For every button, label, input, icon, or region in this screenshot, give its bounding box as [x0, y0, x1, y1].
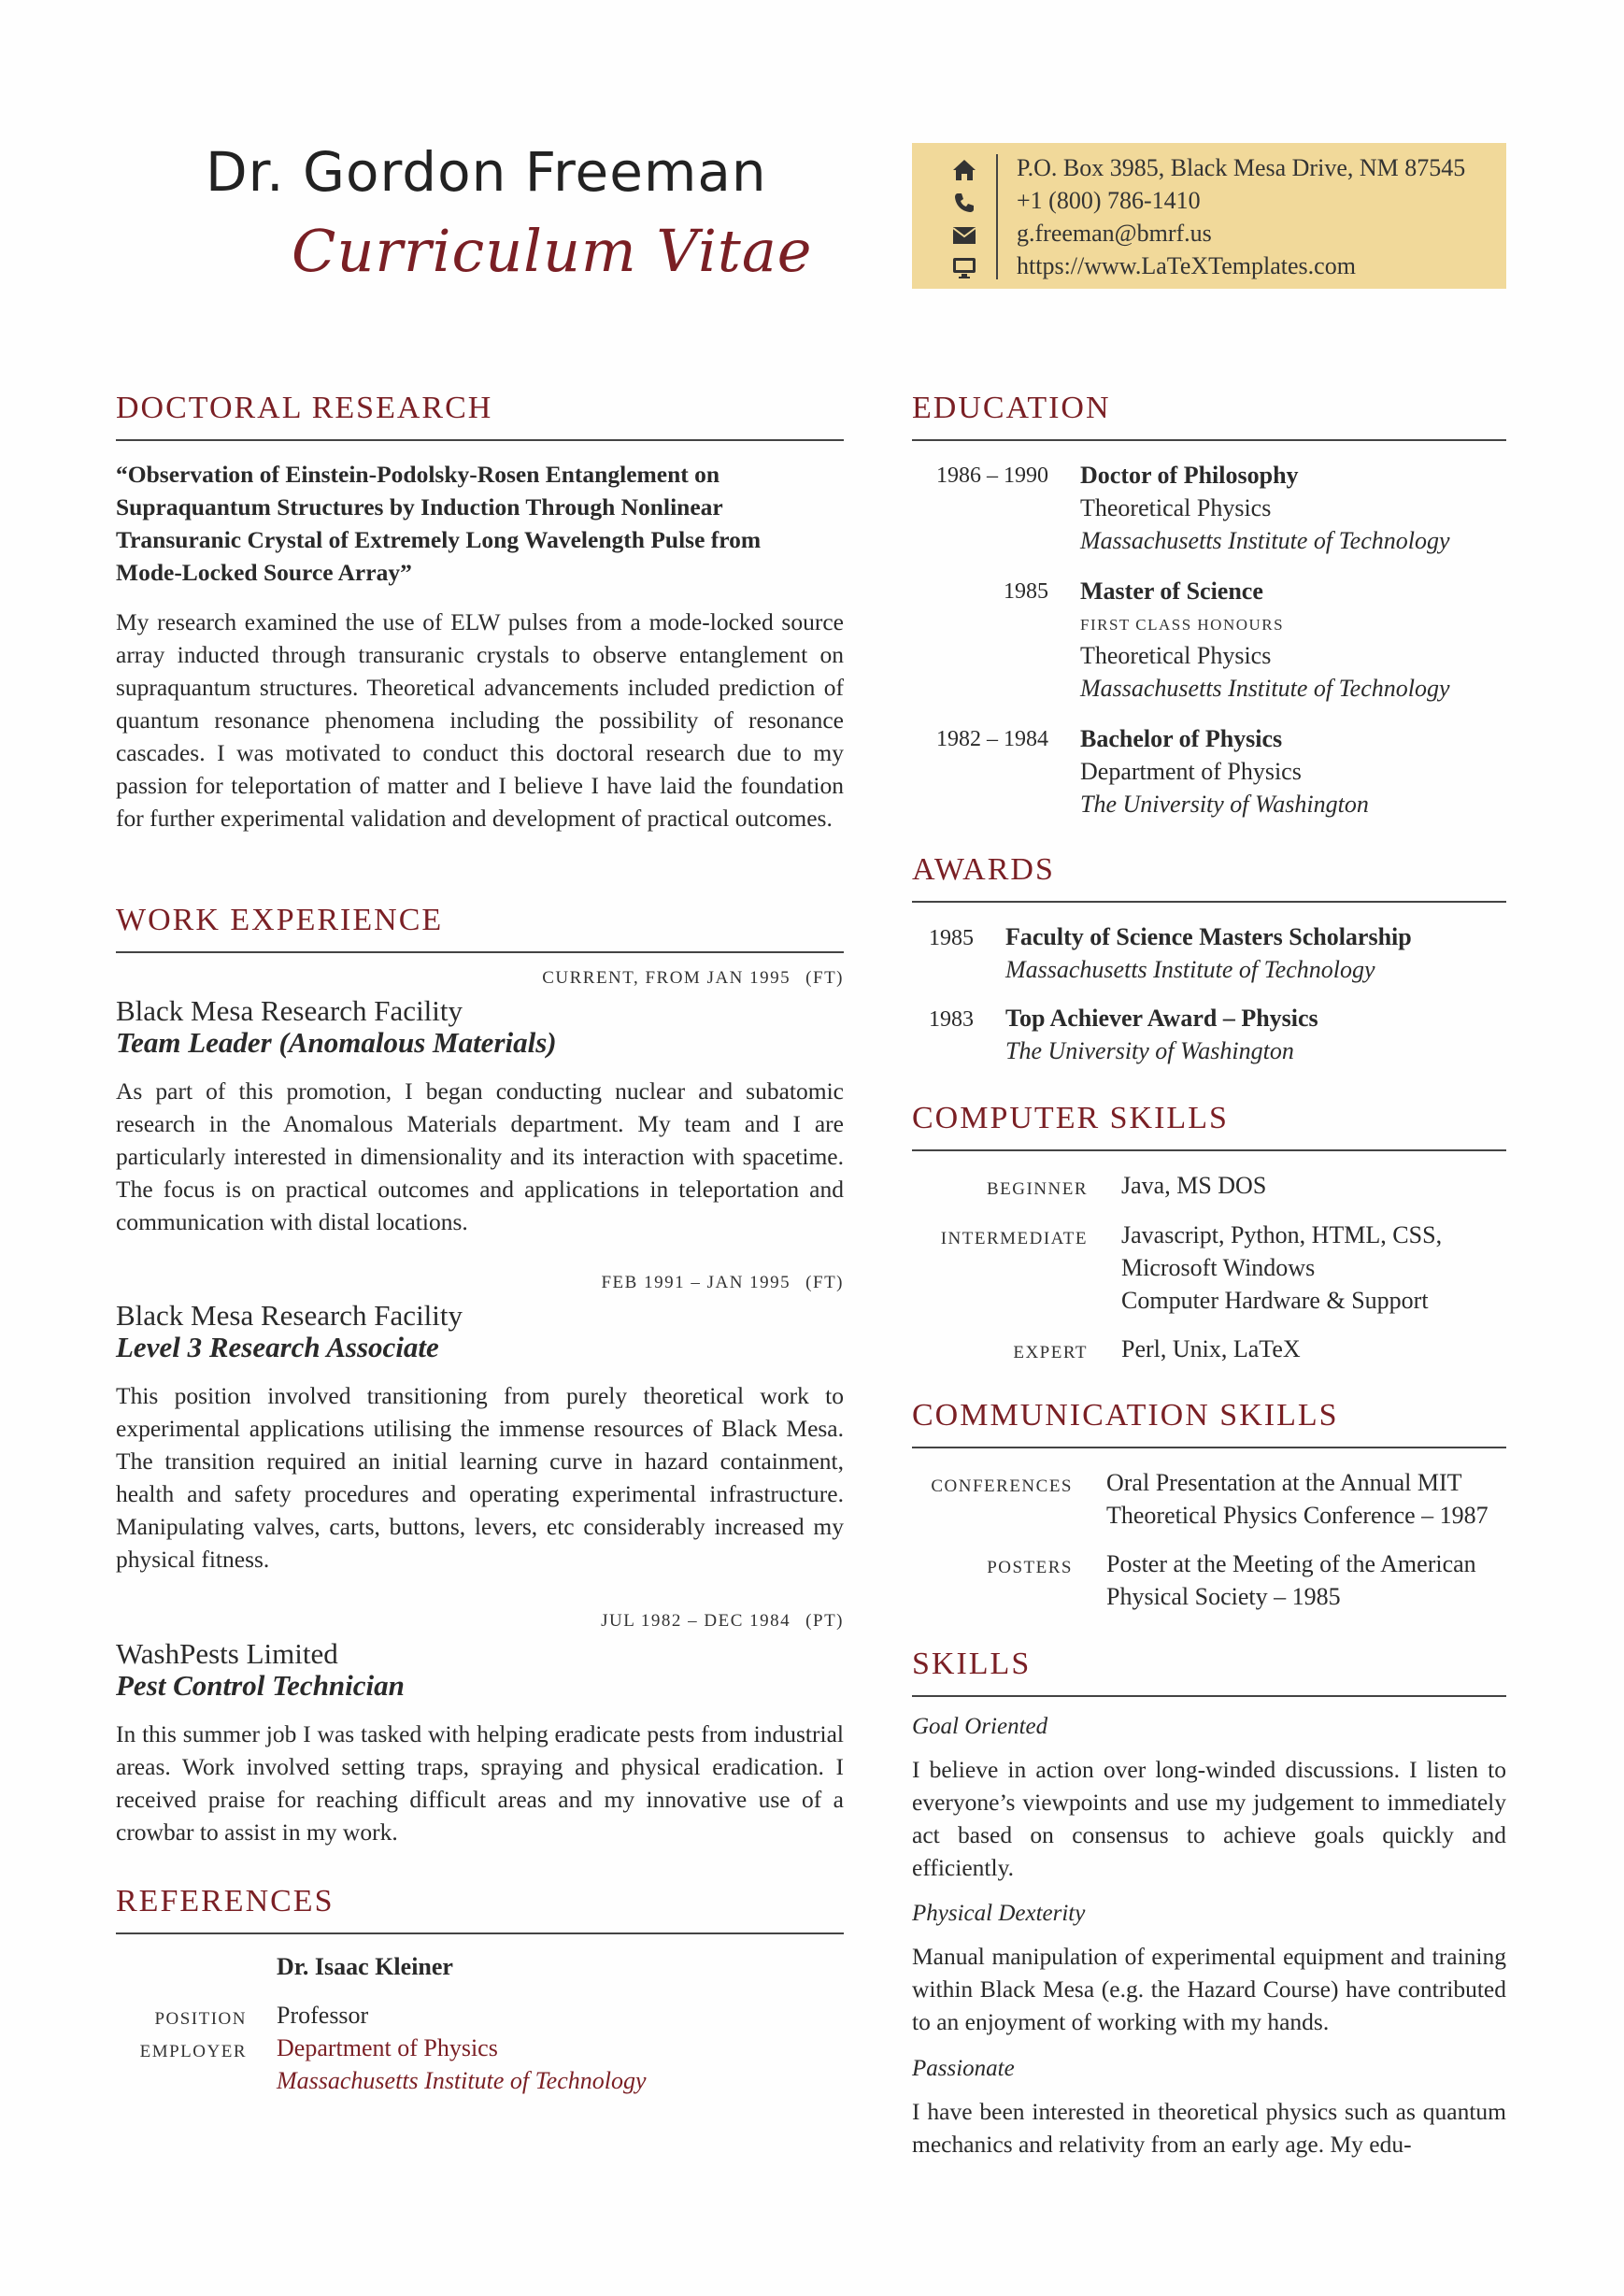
award-title: Top Achiever Award – Physics [1005, 1005, 1318, 1032]
job-body: This position involved transitioning from purely theoretical work to experimental applications utilising the immense resources of Black Mesa. The transition required an initial learning curve in hazard containment, health and safety procedures and operating experimental infrastructure. Manipulating valves, carts, buttons, levers, etc considerably increased my physical fitness. [116, 1382, 844, 1573]
education-school: The University of Washington [1080, 791, 1369, 818]
education-school: Massachusetts Institute of Technology [1080, 527, 1450, 554]
skill-title: Physical Dexterity [912, 1901, 1086, 1926]
reference-employer-dept: Department of Physics [277, 2034, 498, 2061]
section-rule [912, 901, 1506, 903]
section-rule [116, 1932, 844, 1934]
award-org: The University of Washington [1005, 1037, 1294, 1064]
communication-label: POSTERS [987, 1558, 1073, 1577]
phone-icon [951, 190, 977, 216]
reference-name: Dr. Isaac Kleiner [277, 1953, 453, 1980]
communication-item: Physical Society – 1985 [1106, 1583, 1341, 1610]
section-heading-awards: AWARDS [912, 852, 1055, 887]
reference-employer-label: EMPLOYER [139, 2042, 247, 2061]
section-heading-work: WORK EXPERIENCE [116, 903, 444, 937]
section-heading-doctoral: DOCTORAL RESEARCH [116, 391, 493, 425]
job-role: Level 3 Research Associate [116, 1331, 439, 1363]
doctoral-title: “Observation of Einstein-Podolsky-Rosen Entanglement on Supraquantum Structures by Induction Through Nonlinear Transuranic Crystal of Extremely Long Wavelength Pulse from Mode-Locked Source Array” [116, 461, 762, 586]
education-field: Department of Physics [1080, 758, 1302, 785]
award-title: Faculty of Science Masters Scholarship [1005, 923, 1412, 950]
job-dates: CURRENT, FROM JAN 1995 (FT) [542, 968, 844, 988]
education-dates: 1982 – 1984 [936, 727, 1048, 751]
education-field: Theoretical Physics [1080, 494, 1272, 521]
skill-level: EXPERT [1013, 1343, 1088, 1362]
job-body: As part of this promotion, I began conducting nuclear and subatomic research in the Anomalous Materials department. My team and I are particularly interested in dimensionality and its interaction with spacetime. The focus is on practical outcomes and applications in teleportation and communication with distal locations. [116, 1077, 844, 1235]
contact-address: P.O. Box 3985, Black Mesa Drive, NM 87545 [912, 152, 1506, 185]
skill-body: I believe in action over long-winded discussions. I listen to everyone’s viewpoints and use my judgement to immediately act based on consensus to achieve goals quickly and efficiently. [912, 1756, 1506, 1881]
section-heading-communication: COMMUNICATION SKILLS [912, 1398, 1339, 1433]
skill-items: Perl, Unix, LaTeX [1121, 1335, 1301, 1362]
section-heading-education: EDUCATION [912, 391, 1111, 425]
contact-email[interactable]: g.freeman@bmrf.us [912, 218, 1506, 250]
section-rule [116, 439, 844, 441]
reference-position-label: POSITION [154, 2009, 247, 2029]
job-dates: JUL 1982 – DEC 1984 (PT) [601, 1611, 844, 1631]
skill-level: INTERMEDIATE [940, 1229, 1088, 1248]
skill-title: Goal Oriented [912, 1714, 1048, 1739]
education-honours: FIRST CLASS HONOURS [1080, 616, 1285, 634]
skill-title: Passionate [912, 2056, 1015, 2081]
skill-items: Computer Hardware & Support [1121, 1287, 1429, 1314]
job-role: Pest Control Technician [116, 1669, 405, 1702]
cv-name: Dr. Gordon Freeman [206, 140, 767, 204]
job-body: In this summer job I was tasked with helping eradicate pests from industrial areas. Work involved setting traps, spraying and physical eradication. I received praise for reaching difficult areas and my innovative use of a crowbar to assist in my work. [116, 1720, 844, 1846]
reference-position: Professor [277, 2002, 369, 2029]
section-heading-skills: SKILLS [912, 1647, 1032, 1681]
skill-items: Microsoft Windows [1121, 1254, 1316, 1281]
skill-items: Javascript, Python, HTML, CSS, [1121, 1221, 1443, 1248]
education-dates: 1985 [1004, 579, 1048, 604]
envelope-icon [951, 222, 977, 249]
communication-item: Oral Presentation at the Annual MIT [1106, 1469, 1462, 1496]
contact-box [912, 143, 1506, 289]
education-school: Massachusetts Institute of Technology [1080, 675, 1450, 702]
skill-level: BEGINNER [986, 1179, 1088, 1199]
job-role: Team Leader (Anomalous Materials) [116, 1026, 557, 1059]
reference-employer-inst: Massachusetts Institute of Technology [277, 2067, 647, 2094]
skill-items: Java, MS DOS [1121, 1172, 1267, 1199]
contact-website[interactable]: https://www.LaTeXTemplates.com [912, 250, 1506, 283]
contact-phone: +1 (800) 786-1410 [912, 185, 1506, 218]
home-icon [951, 157, 977, 183]
communication-item: Poster at the Meeting of the American [1106, 1550, 1476, 1577]
communication-label: CONFERENCES [931, 1476, 1073, 1496]
desktop-icon [951, 255, 977, 281]
cv-subtitle: Curriculum Vitae [292, 217, 813, 285]
section-heading-computer: COMPUTER SKILLS [912, 1101, 1229, 1135]
job-employer: WashPests Limited [116, 1637, 338, 1670]
job-employer: Black Mesa Research Facility [116, 1299, 463, 1332]
job-employer: Black Mesa Research Facility [116, 994, 463, 1027]
section-rule [912, 439, 1506, 441]
job-dates: FEB 1991 – JAN 1995 (FT) [601, 1273, 844, 1292]
skill-body: Manual manipulation of experimental equipment and training within Black Mesa (e.g. the Hazard Course) have contributed to an enjoyment of working with my hands. [912, 1943, 1506, 2035]
section-rule [912, 1695, 1506, 1697]
award-year: 1985 [929, 926, 974, 950]
communication-item: Theoretical Physics Conference – 1987 [1106, 1502, 1489, 1529]
education-degree: Bachelor of Physics [1080, 725, 1283, 752]
education-degree: Master of Science [1080, 578, 1263, 605]
education-dates: 1986 – 1990 [936, 463, 1048, 488]
section-rule [912, 1447, 1506, 1448]
skill-body: I have been interested in theoretical physics such as quantum mechanics and relativity from an early age. My edu- [912, 2098, 1506, 2158]
doctoral-body: My research examined the use of ELW pulses from a mode-locked source array inducted through transuranic crystals to observe entanglement on supraquantum structures. Theoretical advancements included prediction of quantum resonance phenomena including the possibility of resonance cascades. I was motivated to conduct this doctoral research due to my passion for teleportation of matter and I believe I have laid the foundation for further experimental validation and development of practical outcomes. [116, 608, 844, 832]
education-field: Theoretical Physics [1080, 642, 1272, 669]
section-heading-references: REFERENCES [116, 1884, 335, 1918]
section-rule [912, 1149, 1506, 1151]
education-degree: Doctor of Philosophy [1080, 462, 1299, 489]
award-org: Massachusetts Institute of Technology [1005, 956, 1375, 983]
section-rule [116, 951, 844, 953]
award-year: 1983 [929, 1007, 974, 1032]
